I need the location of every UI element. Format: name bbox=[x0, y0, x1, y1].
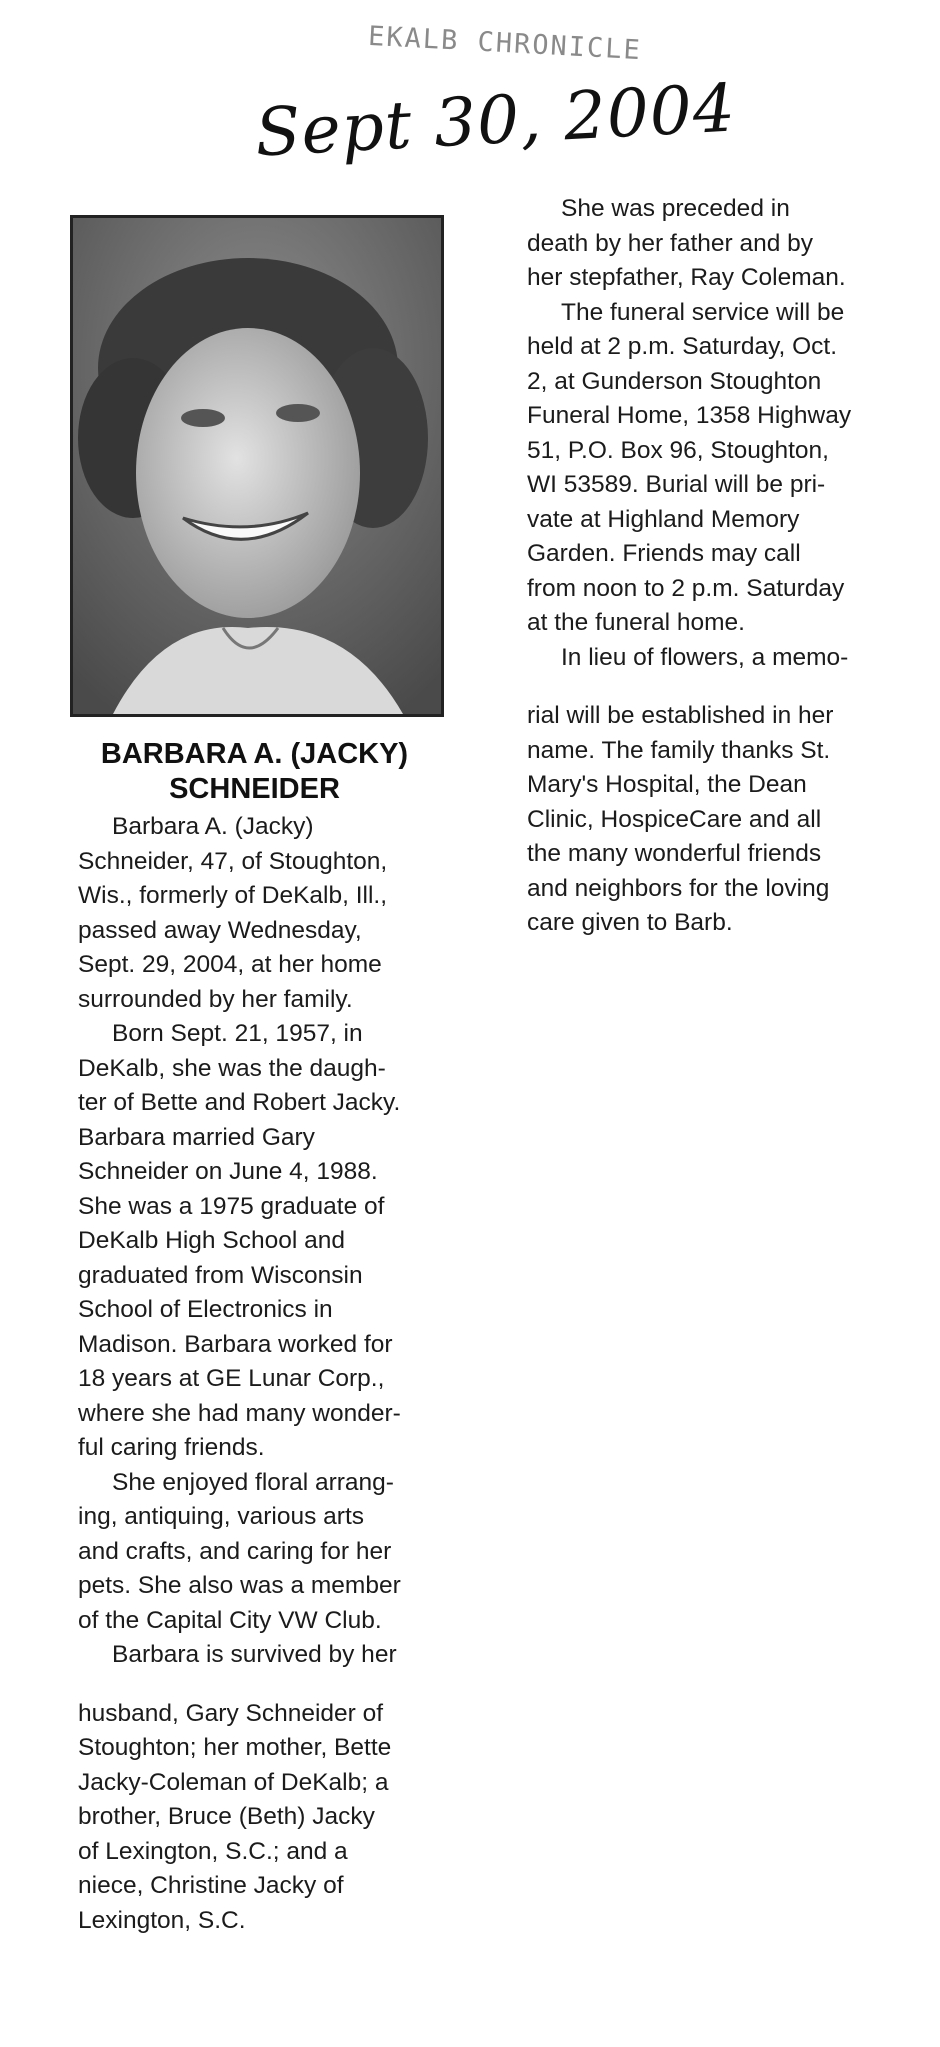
text-line: ful caring friends. bbox=[78, 1434, 265, 1461]
text-line: Clinic, HospiceCare and all bbox=[527, 805, 822, 833]
text-line: from noon to 2 p.m. Saturday bbox=[527, 574, 845, 602]
text-line: Schneider on June 4, 1988. bbox=[78, 1158, 378, 1185]
text-line: 18 years at GE Lunar Corp., bbox=[78, 1365, 385, 1392]
text-line: The funeral service will be bbox=[561, 298, 845, 326]
text-line: Barbara married Gary bbox=[78, 1123, 315, 1151]
text-line: Garden. Friends may call bbox=[527, 540, 801, 567]
text-line: Sept. 29, 2004, at her home bbox=[78, 951, 382, 978]
text-line: her stepfather, Ray Coleman. bbox=[527, 264, 846, 291]
text-line: Madison. Barbara worked for bbox=[78, 1330, 393, 1358]
text-line: death by her father and by bbox=[527, 229, 814, 257]
text-line: passed away Wednesday, bbox=[78, 916, 362, 944]
obituary-headline bbox=[82, 737, 427, 807]
text-line: She enjoyed floral arrang- bbox=[112, 1468, 394, 1496]
newspaper-stamp: EKALB CHRONICLE bbox=[367, 20, 643, 67]
text-line: ter of Bette and Robert Jacky. bbox=[78, 1089, 401, 1116]
text-line: Barbara A. (Jacky) bbox=[112, 813, 314, 840]
text-line: and crafts, and caring for her bbox=[78, 1537, 392, 1565]
text-line: and neighbors for the loving bbox=[527, 874, 830, 902]
text-line: ing, antiquing, various arts bbox=[78, 1503, 364, 1530]
text-line: of Lexington, S.C.; and a bbox=[78, 1837, 348, 1865]
handwritten-date: Sept 30, 2004 bbox=[253, 69, 738, 172]
text-line: of the Capital City VW Club. bbox=[78, 1606, 382, 1634]
text-line: 2, at Gunderson Stoughton bbox=[527, 367, 822, 395]
text-line: School of Electronics in bbox=[78, 1296, 333, 1323]
text-line: Lexington, S.C. bbox=[78, 1906, 246, 1934]
text-line: where she had many wonder- bbox=[78, 1399, 401, 1427]
headline-surname-line: SCHNEIDER bbox=[169, 773, 340, 805]
text-line: care given to Barb. bbox=[527, 909, 733, 936]
text-line: pets. She also was a member bbox=[78, 1572, 401, 1599]
text-line: at the funeral home. bbox=[527, 609, 745, 636]
portrait-photo bbox=[70, 215, 444, 717]
text-line: 51, P.O. Box 96, Stoughton, bbox=[527, 436, 829, 464]
text-line: Schneider, 47, of Stoughton, bbox=[78, 847, 388, 875]
text-line: DeKalb, she was the daugh- bbox=[78, 1054, 386, 1082]
text-line: Mary's Hospital, the Dean bbox=[527, 771, 807, 798]
column-gap bbox=[527, 675, 927, 699]
text-line: rial will be established in her bbox=[527, 702, 834, 729]
text-line: husband, Gary Schneider of bbox=[78, 1699, 384, 1727]
column-gap bbox=[78, 1673, 473, 1697]
text-line: Funeral Home, 1358 Highway bbox=[527, 402, 852, 429]
text-line: Stoughton; her mother, Bette bbox=[78, 1734, 392, 1761]
text-line: WI 53589. Burial will be pri- bbox=[527, 471, 826, 498]
text-line: Wis., formerly of DeKalb, Ill., bbox=[78, 882, 388, 909]
text-line: Born Sept. 21, 1957, in bbox=[112, 1020, 363, 1047]
text-line: Jacky-Coleman of DeKalb; a bbox=[78, 1768, 389, 1796]
text-line: brother, Bruce (Beth) Jacky bbox=[78, 1803, 375, 1830]
obituary-left-column bbox=[78, 810, 473, 1938]
text-line: graduated from Wisconsin bbox=[78, 1261, 363, 1289]
text-line: name. The family thanks St. bbox=[527, 736, 831, 764]
text-line: Barbara is survived by her bbox=[112, 1641, 397, 1668]
text-line: She was a 1975 graduate of bbox=[78, 1192, 385, 1220]
text-line: surrounded by her family. bbox=[78, 985, 353, 1013]
text-line: In lieu of flowers, a memo- bbox=[561, 643, 849, 671]
headline-name-line: BARBARA A. (JACKY) bbox=[100, 738, 409, 770]
text-line: niece, Christine Jacky of bbox=[78, 1872, 344, 1899]
text-line: the many wonderful friends bbox=[527, 840, 822, 867]
text-line: held at 2 p.m. Saturday, Oct. bbox=[527, 333, 838, 360]
text-line: She was preceded in bbox=[561, 195, 790, 222]
text-line: DeKalb High School and bbox=[78, 1227, 345, 1254]
obituary-right-column bbox=[527, 192, 927, 941]
text-line: vate at Highland Memory bbox=[527, 505, 800, 533]
